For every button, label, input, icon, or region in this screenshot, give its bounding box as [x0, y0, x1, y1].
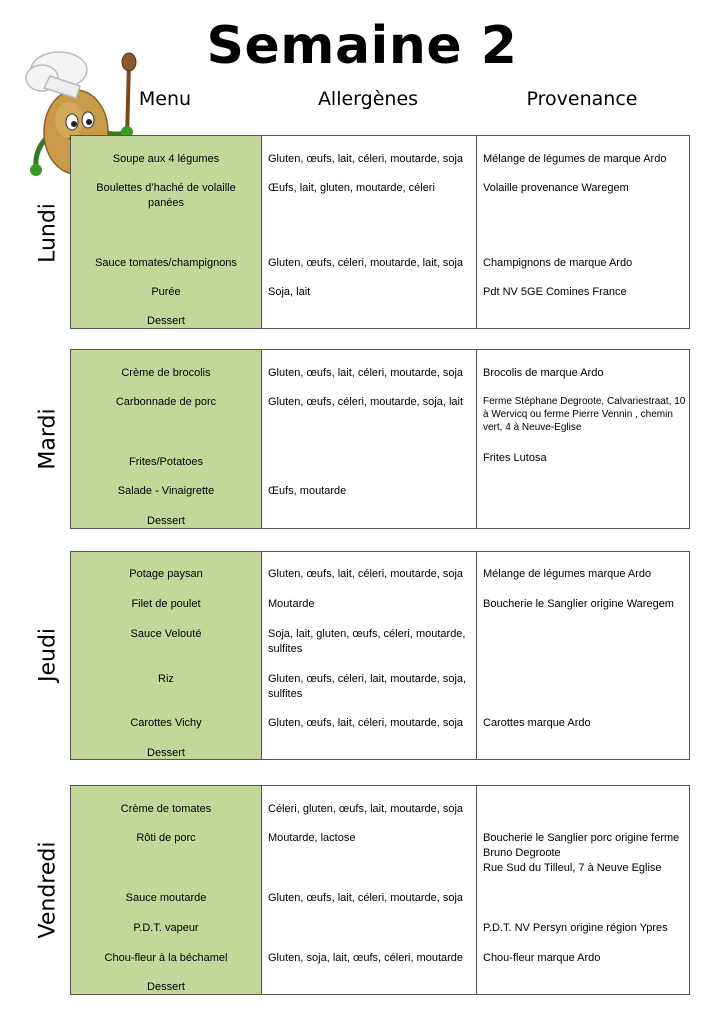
day-label-vendredi: Vendredi — [35, 841, 61, 939]
menu-item: Salade - Vinaigrette — [117, 485, 215, 497]
allergens-cell: Gluten, œufs, lait, céleri, moutarde, soja — [268, 367, 464, 379]
origin-cell: Champignons de marque Ardo — [483, 257, 633, 269]
day-label-lundi: Lundi — [35, 202, 61, 263]
origin-cell: Chou-fleur marque Ardo — [483, 952, 601, 964]
menu-item: Carbonnade de porc — [115, 396, 217, 408]
origin-cell: Boucherie le Sanglier origine Waregem — [483, 598, 674, 610]
origin-cell: Volaille provenance Waregem — [483, 182, 629, 194]
menu-item: Dessert — [147, 315, 185, 327]
allergens-cell: Gluten, œufs, céleri, moutarde, lait, soja — [268, 257, 464, 269]
header-allergens: Allergènes — [317, 88, 419, 110]
allergens-cell: Soja, lait — [268, 286, 311, 298]
origin-cell: Ferme Stéphane Degroote, Calvariestraat, 10 à Wervicq ou ferme Pierre Vennin , chemin vert, 4 à Neuve-Eglise — [483, 396, 686, 433]
allergens-cell: Gluten, œufs, lait, céleri, moutarde, soja — [268, 153, 464, 165]
origin-cell: P.D.T. NV Persyn origine région Ypres — [483, 922, 668, 934]
allergens-cell: Œufs, lait, gluten, moutarde, céleri — [268, 182, 435, 194]
week-block-jeudi — [70, 551, 690, 760]
menu-item: Potage paysan — [129, 568, 203, 580]
allergens-cell: Gluten, œufs, lait, céleri, moutarde, soja — [268, 717, 464, 729]
menu-item: Sauce moutarde — [125, 892, 207, 904]
allergens-cell: Gluten, œufs, céleri, lait, moutarde, soja, sulfites — [268, 673, 467, 700]
origin-cell: Mélange de légumes marque Ardo — [483, 568, 652, 580]
menu-item: Sauce tomates/champignons — [95, 257, 237, 269]
menu-item: Carottes Vichy — [130, 717, 202, 729]
allergens-cell: Soja, lait, gluten, œufs, céleri, moutarde, sulfites — [268, 628, 466, 655]
allergens-cell: Gluten, œufs, lait, céleri, moutarde, soja — [268, 892, 464, 904]
allergens-cell: Œufs, moutarde — [268, 485, 347, 497]
menu-item: Boulettes d’haché de volaille panées — [96, 182, 236, 209]
menu-item: Chou-fleur à la béchamel — [104, 952, 228, 964]
menu-item: Dessert — [147, 747, 185, 759]
menu-item: P.D.T. vapeur — [133, 922, 199, 934]
menu-item: Crème de brocolis — [121, 367, 211, 379]
menu-item: Filet de poulet — [131, 598, 201, 610]
week-block-mardi — [70, 349, 690, 529]
origin-cell: Carottes marque Ardo — [483, 717, 591, 729]
header-origin: Provenance — [526, 88, 638, 110]
allergens-cell: Moutarde — [268, 598, 315, 610]
menu-item: Frites/Potatoes — [129, 456, 203, 468]
week-block-lundi — [70, 135, 690, 329]
origin-cell: Boucherie le Sanglier porc origine ferme Bruno Degroote Rue Sud du Tilleul, 7 à Neuve Eglise — [483, 832, 680, 874]
menu-item: Purée — [151, 286, 181, 298]
day-label-mardi: Mardi — [35, 408, 61, 470]
allergens-cell: Gluten, œufs, céleri, moutarde, soja, lait — [268, 396, 464, 408]
origin-cell: Pdt NV 5GE Comines France — [483, 286, 627, 298]
day-label-jeudi: Jeudi — [35, 627, 61, 683]
menu-item: Rôti de porc — [136, 832, 196, 844]
allergens-cell: Moutarde, lactose — [268, 832, 356, 844]
allergens-cell: Gluten, œufs, lait, céleri, moutarde, soja — [268, 568, 464, 580]
menu-item: Sauce Velouté — [130, 628, 202, 640]
menu-item: Soupe aux 4 légumes — [112, 153, 220, 165]
header-menu: Menu — [138, 88, 192, 110]
origin-cell: Brocolis de marque Ardo — [483, 367, 604, 379]
page-title: Semaine 2 — [206, 16, 518, 76]
origin-cell: Frites Lutosa — [483, 452, 547, 464]
origin-cell: Mélange de légumes de marque Ardo — [483, 153, 667, 165]
allergens-cell: Gluten, soja, lait, œufs, céleri, moutarde — [268, 952, 464, 964]
menu-item: Dessert — [147, 515, 185, 527]
week-block-vendredi — [70, 785, 690, 995]
menu-item: Riz — [158, 673, 174, 685]
menu-item: Dessert — [147, 981, 185, 993]
menu-item: Crème de tomates — [120, 803, 212, 815]
allergens-cell: Céleri, gluten, œufs, lait, moutarde, soja — [268, 803, 464, 815]
